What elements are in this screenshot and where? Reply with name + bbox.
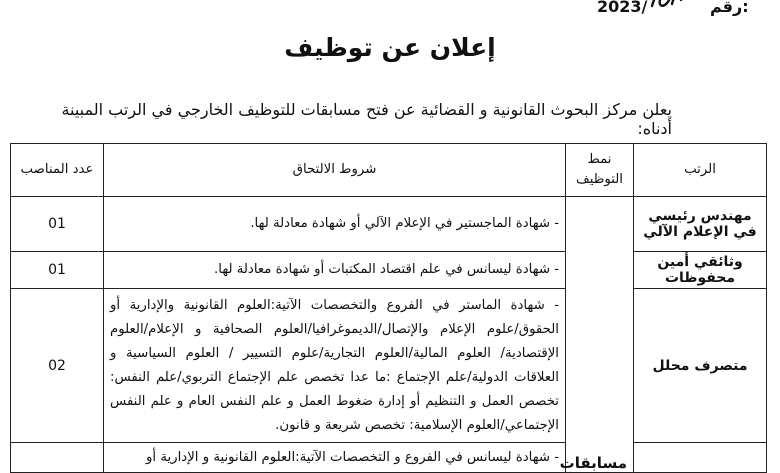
intro-paragraph: يعلن مركز البحوث القانونية و القضائية عن فتح مسابقات للتوظيف الخارجي في الرتب المبينة أدناه:	[61, 100, 672, 138]
row-conditions: - شهادة ليسانس في علم اقتصاد المكتبات أو شهادة معادلة لها.	[104, 252, 566, 289]
row-count: 01	[11, 197, 104, 252]
method-cell: مسابقات	[566, 197, 634, 473]
reference-number-label: رقم:	[710, 0, 749, 16]
row-rank	[634, 443, 767, 473]
header-count: عدد المناصب	[11, 144, 104, 197]
row-rank: متصرف محلل	[634, 289, 767, 443]
header-conditions: شروط الالتحاق	[104, 144, 566, 197]
row-count: 01	[11, 252, 104, 289]
positions-table	[10, 143, 767, 473]
handwritten-reference-number	[648, 0, 684, 12]
row-conditions: - شهادة الماجستير في الإعلام الآلي أو شهادة معادلة لها.	[104, 197, 566, 252]
table-header-row	[11, 144, 767, 197]
reference-year: 2023/	[597, 0, 648, 16]
table-row	[11, 252, 767, 289]
row-rank: وثائقي أمين محفوظات	[634, 252, 767, 289]
table-row	[11, 289, 767, 443]
page-title: إعلان عن توظيف	[284, 33, 496, 62]
table-row	[11, 443, 767, 473]
header-rank: الرتب	[634, 144, 767, 197]
row-count	[11, 443, 104, 473]
header-method: نمط التوظيف	[566, 144, 634, 197]
table-row	[11, 197, 767, 252]
row-rank: مهندس رئيسي في الإعلام الآلي	[634, 197, 767, 252]
row-count: 02	[11, 289, 104, 443]
row-conditions: - شهادة الماستر في الفروع والتخصصات الآتية:العلوم القانونية والإدارية أو الحقوق/علوم الإعلام والإتصال/الديموغرافيا/العلوم الصحافية و الإعلام/العلوم الإقتصادية/ العلوم المالية/العلوم التجارية/علوم التسيير / العلوم السياسية و العلاقات الدولية/علم الإجتماع :ما عدا تخصص علم الإجتماع التربوي/علم النفس: تخصص العمل و التنظيم أو إدارة ضغوط العمل و علم النفس العام و علم النفس الإجتماعي/العلوم الإسلامية: تخصص شريعة و قانون.	[104, 289, 566, 443]
row-conditions: - شهادة ليسانس في الفروع و التخصصات الآتية:العلوم القانونية و الإدارية أو	[104, 443, 566, 473]
